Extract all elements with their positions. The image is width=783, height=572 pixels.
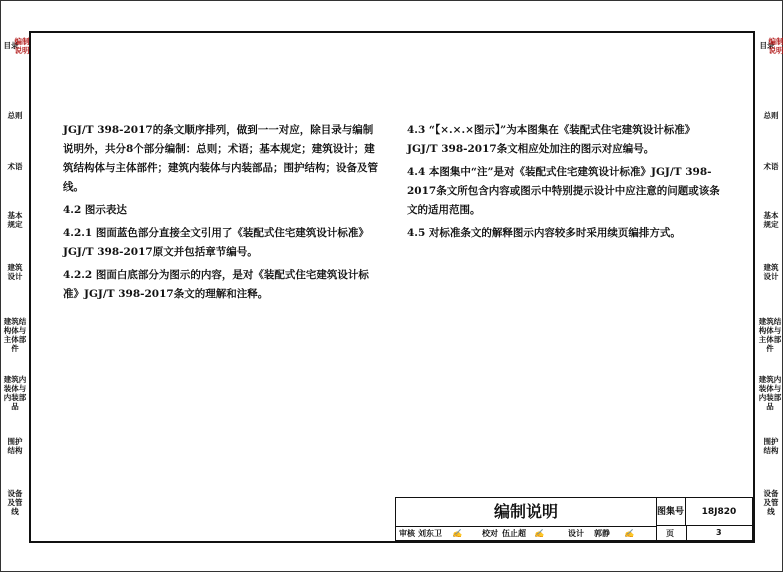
side-tab-right-interior[interactable]: 建筑内装体与内装部品 [758,375,782,411]
reviewer-signature: ✍ [452,528,462,538]
side-tab-right-catalog[interactable]: 目录 [759,41,775,50]
paragraph-4-2-1: 4.2.1 图面蓝色部分直接全文引用了《装配式住宅建筑设计标准》JGJ/T 398-2017原文并包括章节编号。 [63,227,369,258]
review-label: 审核 [399,529,415,538]
reviewer-name: 刘东卫 [418,529,442,538]
side-tab-left-structure[interactable]: 建筑结构体与主体部件 [3,317,27,353]
side-tab-left-envelope[interactable]: 围护结构 [7,437,23,455]
designer-signature: ✍ [624,528,634,538]
side-tab-right-terms[interactable]: 术语 [763,162,779,171]
side-tab-right-general[interactable]: 总则 [763,111,779,120]
side-tab-left-equipment[interactable]: 设备及管线 [7,489,23,516]
text-column-left [63,121,381,308]
atlas-no-label: 图集号 [656,498,686,526]
designer-name: 郭静 [594,529,610,538]
side-tab-left-design[interactable]: 建筑设计 [7,263,23,281]
page-label: 页 [666,529,674,538]
paragraph-4-4: 4.4 本图集中“注”是对《装配式住宅建筑设计标准》JGJ/T 398-2017条文所包含内容或图示中特别提示设计中应注意的问题或该条文的适用范围。 [407,166,720,216]
side-tab-left-catalog[interactable]: 目录 [3,41,19,50]
page-number: 3 [716,528,722,537]
sheet-title: 编制说明 [396,498,657,527]
side-tab-right-structure[interactable]: 建筑结构体与主体部件 [758,317,782,353]
side-tab-right-notes[interactable]: 编制说明 [768,37,783,55]
checker-name: 伍止超 [502,529,526,538]
paragraph-4-2-2: 4.2.2 图面白底部分为图示的内容，是对《装配式住宅建筑设计标准》JGJ/T 398-2017条文的理解和注释。 [63,269,369,300]
side-tab-right-equipment[interactable]: 设备及管线 [763,489,779,516]
paragraph-4-3: 4.3 “【×.×.×图示】”为本图集在《装配式住宅建筑设计标准》JGJ/T 398-2017条文相应处加注的图示对应编号。 [407,124,696,155]
side-tab-left-interior[interactable]: 建筑内装体与内装部品 [3,375,27,411]
side-tab-left-terms[interactable]: 术语 [7,162,23,171]
design-label: 设计 [568,529,584,538]
side-tab-left-basic[interactable]: 基本规定 [7,211,23,229]
divider-page-value [686,526,687,541]
divider-page [656,526,657,541]
side-tab-right-basic[interactable]: 基本规定 [763,211,779,229]
atlas-no-value: 18J820 [686,498,752,526]
paragraph-4-5: 4.5 对标准条文的解释图示内容较多时采用续页编排方式。 [407,227,681,239]
paragraph-intro: JGJ/T 398-2017的条文顺序排列，做到一一对应，除目录与编制说明外，共分8个部分编制：总则；术语；基本规定；建筑设计；建筑结构体与主体部件；建筑内装体与内装部品；围护结构；设备及管线。 [63,124,378,193]
side-tab-left-notes[interactable]: 编制说明 [14,37,30,55]
title-block [395,497,753,541]
side-tab-left-general[interactable]: 总则 [7,111,23,120]
check-label: 校对 [482,529,498,538]
side-tab-right-envelope[interactable]: 围护结构 [763,437,779,455]
signature-row [396,526,752,541]
text-column-right [407,121,725,247]
heading-4-2: 4.2 图示表达 [63,204,127,216]
checker-signature: ✍ [534,528,544,538]
side-tab-right-design[interactable]: 建筑设计 [763,263,779,281]
